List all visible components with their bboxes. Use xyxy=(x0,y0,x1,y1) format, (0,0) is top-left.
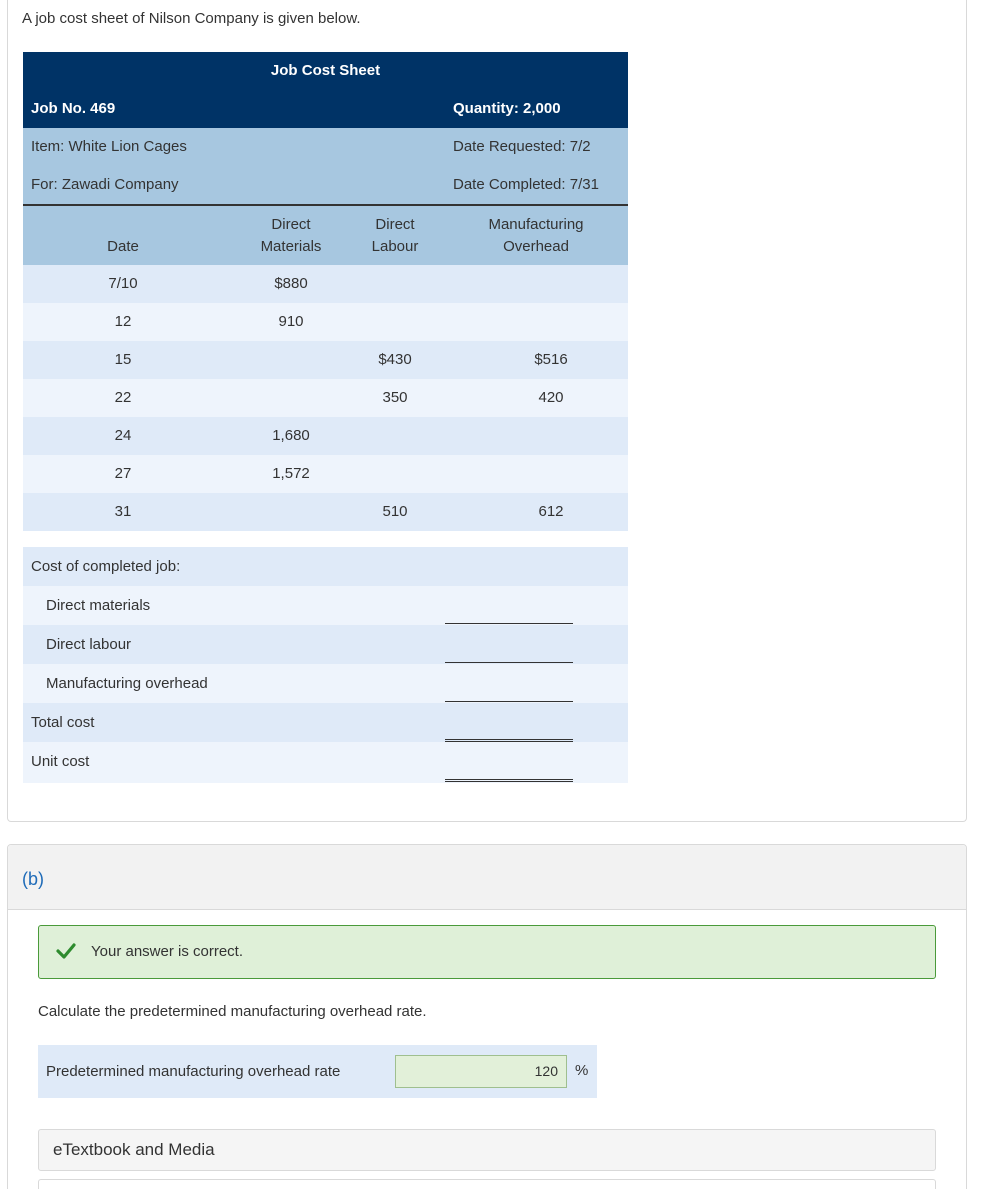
summary-row-direct-materials xyxy=(23,586,628,625)
row-direct-labour: 350 xyxy=(382,389,408,406)
col-header-date: Date xyxy=(107,238,139,255)
info-row-for xyxy=(23,166,628,204)
row-date: 15 xyxy=(114,351,132,368)
job-cost-sheet xyxy=(23,52,628,783)
col-header-dl-line2: Labour xyxy=(371,238,419,255)
row-date: 22 xyxy=(114,389,132,406)
row-date: 7/10 xyxy=(108,275,138,292)
table-row xyxy=(23,455,628,493)
summary-dm-label: Direct materials xyxy=(46,597,151,614)
row-direct-materials: 1,572 xyxy=(272,465,310,482)
summary-row-unit-cost xyxy=(23,742,628,783)
summary-dl-label: Direct labour xyxy=(46,636,132,653)
summary-heading-row xyxy=(23,547,628,586)
table-row xyxy=(23,493,628,531)
rate-label: Predetermined manufacturing overhead rate xyxy=(46,1063,341,1080)
col-header-dm-line2: Materials xyxy=(260,238,322,255)
customer-label: For: Zawadi Company xyxy=(31,176,179,193)
row-overhead: 420 xyxy=(538,389,564,406)
table-row xyxy=(23,265,628,303)
item-label: Item: White Lion Cages xyxy=(31,138,187,155)
summary-row-direct-labour xyxy=(23,625,628,664)
summary-row-overhead xyxy=(23,664,628,703)
col-header-oh-line1: Manufacturing xyxy=(488,216,584,233)
table-row xyxy=(23,303,628,341)
row-date: 12 xyxy=(114,313,132,330)
column-headers xyxy=(23,204,628,265)
feedback-text: Your answer is correct. xyxy=(91,943,244,960)
feedback-banner xyxy=(38,925,936,979)
answer-blank-unit xyxy=(445,779,573,782)
row-date: 27 xyxy=(114,465,132,482)
answer-blank-dl xyxy=(445,662,573,663)
job-number: Job No. 469 xyxy=(31,100,116,117)
row-direct-materials: $880 xyxy=(274,275,308,292)
rate-answer-row xyxy=(38,1045,597,1098)
row-direct-materials: 1,680 xyxy=(272,427,310,444)
row-date: 24 xyxy=(114,427,132,444)
checkmark-icon xyxy=(55,940,77,962)
sheet-title: Job Cost Sheet xyxy=(270,62,381,79)
row-direct-materials: 910 xyxy=(278,313,304,330)
summary-row-total xyxy=(23,703,628,742)
answer-blank-oh xyxy=(445,701,573,702)
row-overhead: $516 xyxy=(534,351,568,368)
etextbook-label: eTextbook and Media xyxy=(53,1140,215,1159)
spacer xyxy=(23,531,628,547)
summary-total-label: Total cost xyxy=(31,714,95,731)
table-row xyxy=(23,417,628,455)
quantity: Quantity: 2,000 xyxy=(453,100,561,117)
next-card-edge xyxy=(38,1179,936,1189)
sheet-header xyxy=(23,52,628,128)
row-overhead: 612 xyxy=(538,503,564,520)
etextbook-media-button[interactable] xyxy=(38,1129,936,1171)
row-direct-labour: 510 xyxy=(382,503,408,520)
table-row xyxy=(23,341,628,379)
date-requested: Date Requested: 7/2 xyxy=(453,138,591,155)
col-header-dl-line1: Direct xyxy=(375,216,415,233)
info-row-item xyxy=(23,128,628,166)
col-header-direct-labour xyxy=(345,214,445,258)
col-header-dm-line1: Direct xyxy=(271,216,311,233)
summary-heading: Cost of completed job: xyxy=(31,558,181,575)
summary-oh-label: Manufacturing overhead xyxy=(46,675,208,692)
col-header-manufacturing-overhead xyxy=(471,214,601,258)
percent-unit: % xyxy=(575,1062,589,1079)
row-direct-labour: $430 xyxy=(378,351,412,368)
part-label: (b) xyxy=(22,869,44,889)
date-completed: Date Completed: 7/31 xyxy=(453,176,599,193)
col-header-direct-materials xyxy=(241,214,341,258)
row-date: 31 xyxy=(114,503,132,520)
question-text: Calculate the predetermined manufacturing overhead rate. xyxy=(38,1003,427,1020)
rate-input[interactable]: 120 xyxy=(395,1055,567,1088)
table-row xyxy=(23,379,628,417)
answer-blank-dm xyxy=(445,623,573,624)
part-b-header xyxy=(8,845,966,910)
col-header-oh-line2: Overhead xyxy=(503,238,569,255)
intro-text: A job cost sheet of Nilson Company is given below. xyxy=(22,10,361,27)
summary-unit-label: Unit cost xyxy=(31,753,90,770)
